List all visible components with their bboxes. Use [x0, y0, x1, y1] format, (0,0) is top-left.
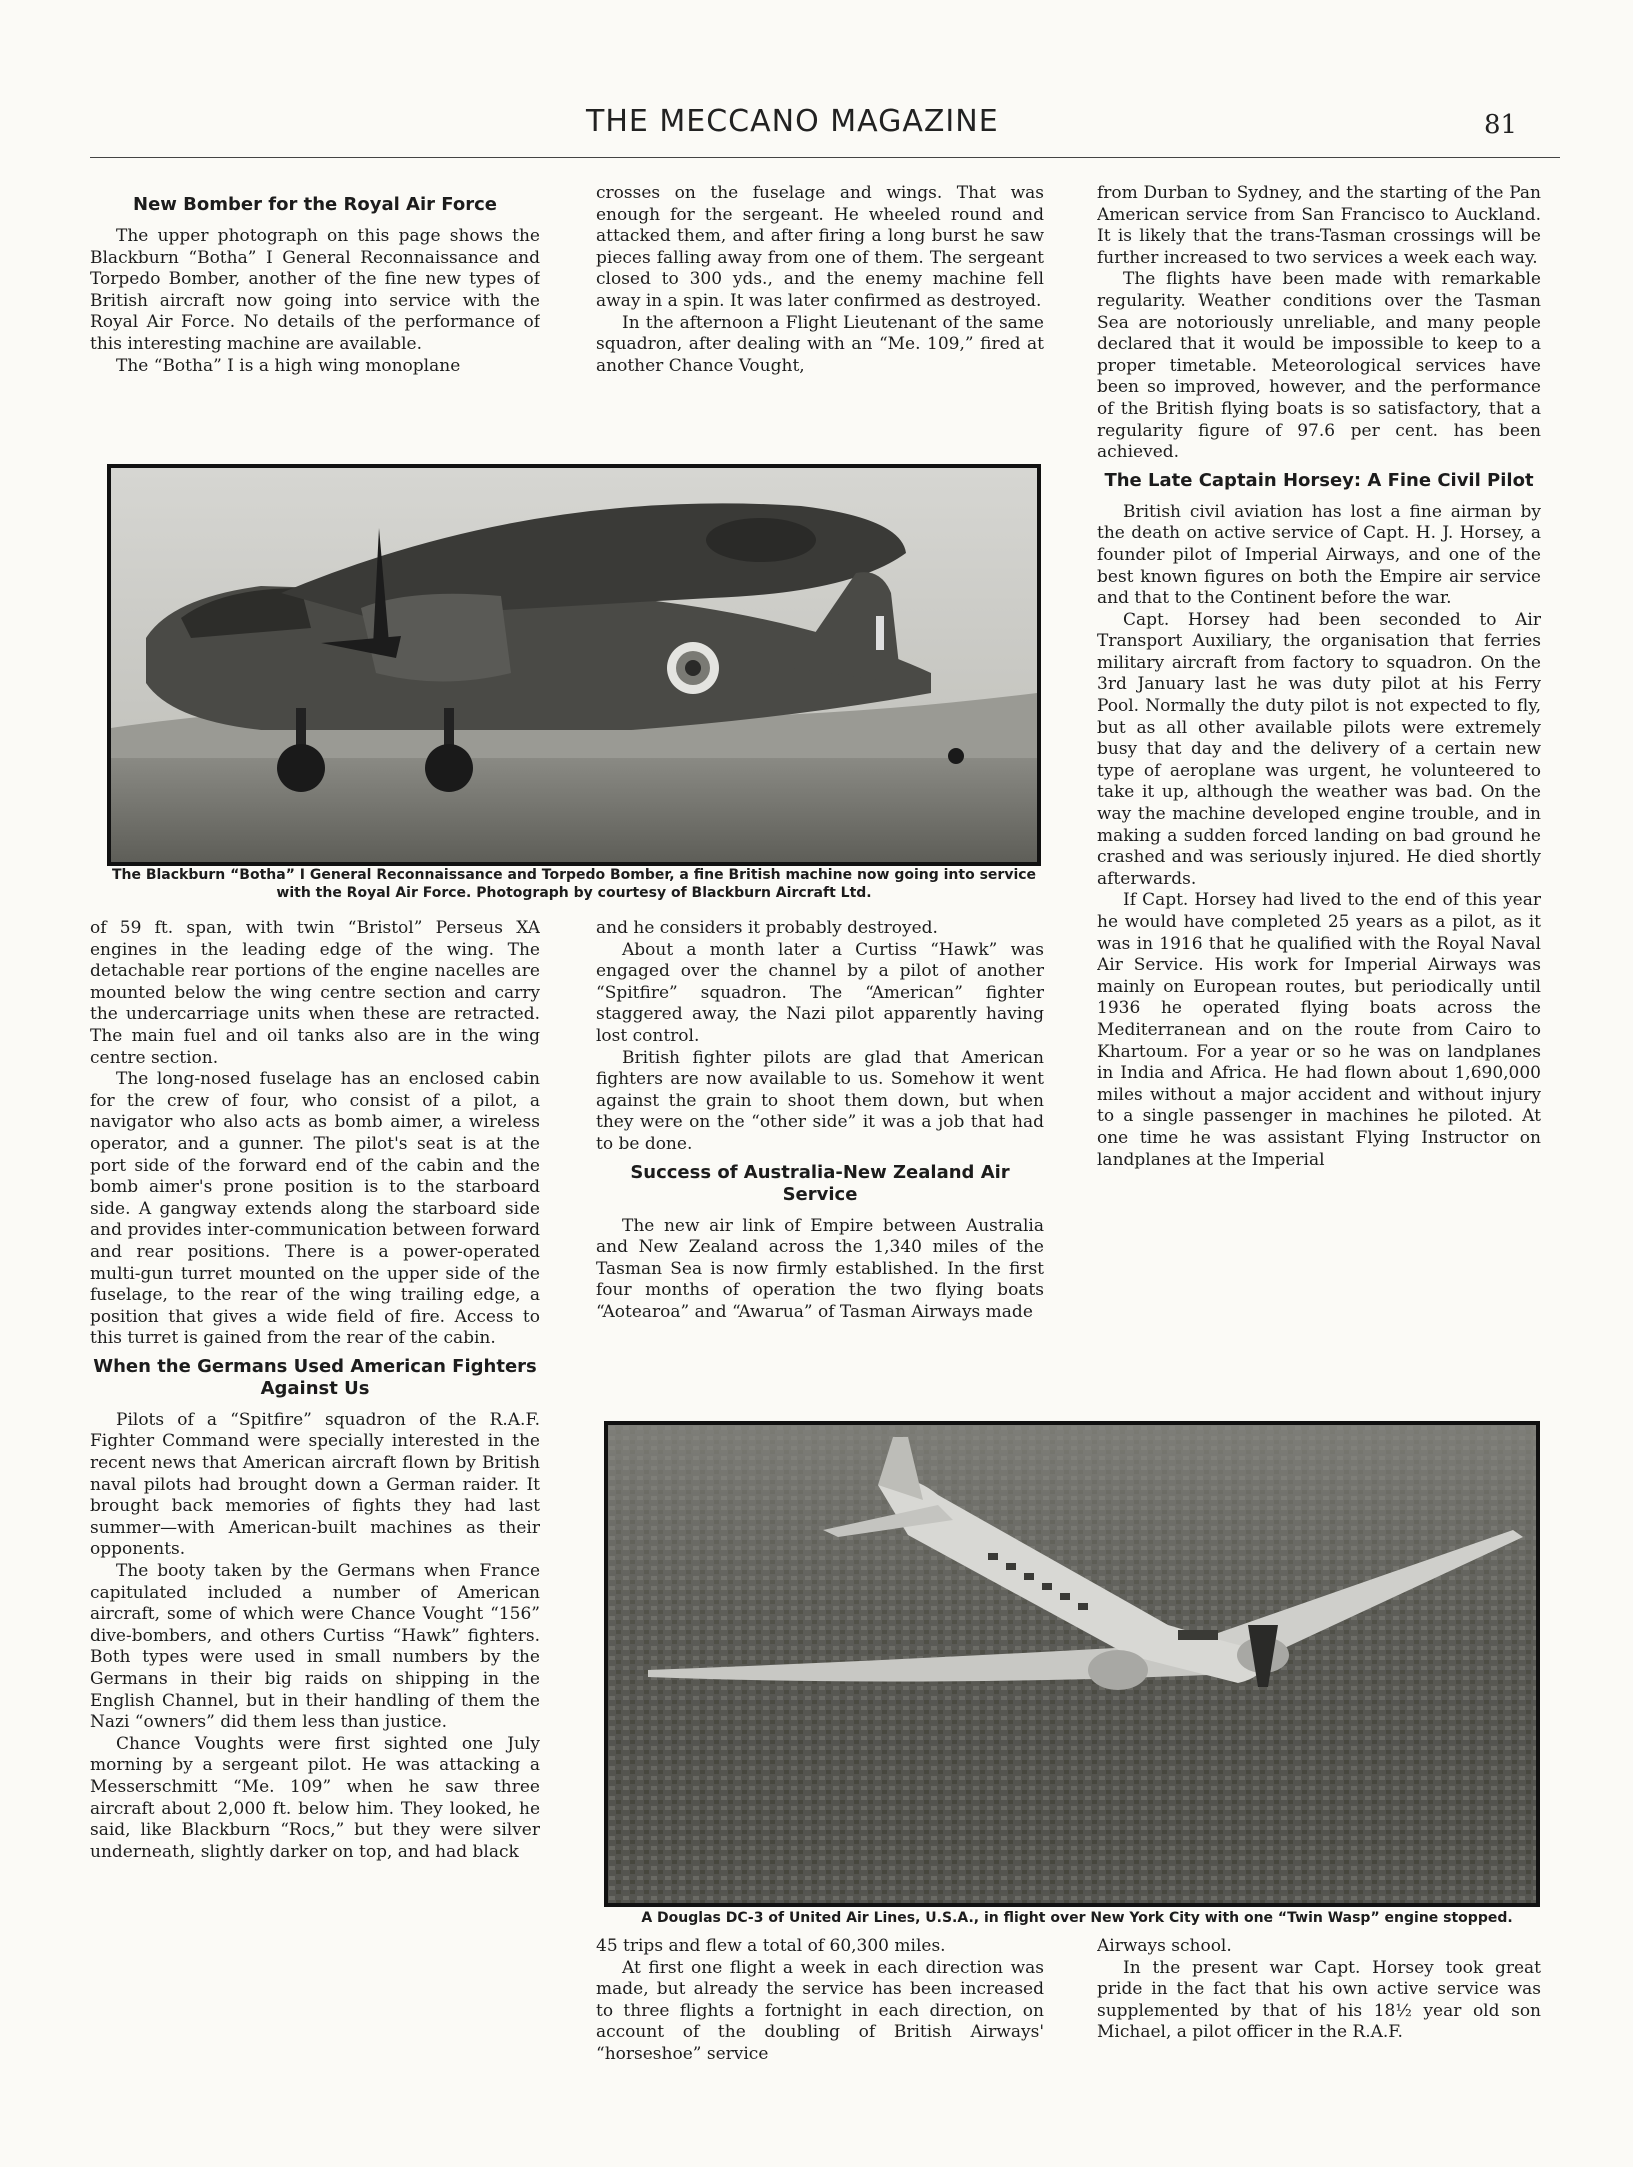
paragraph: of 59 ft. span, with twin “Bristol” Perseus XA engines in the leading edge of the wing. The detachable rear portions of the engine nacelles are mounted below the wing centre section and carry the undercarriage units when these are retracted. The main fuel and oil tanks also are in the wing centre section.	[90, 918, 540, 1068]
paragraph: The “Botha” I is a high wing monoplane	[116, 355, 461, 376]
paragraph: The upper photograph on this page shows the Blackburn “Botha” I General Reconnaissance and Torpedo Bomber, another of the fine new types of British aircraft now going into service with the Royal Air Force. No details of the performance of this interesting machine are available.	[90, 226, 540, 354]
caption-botha: The Blackburn “Botha” I General Reconnaissance and Torpedo Bomber, a fine British machine now going into service with the Royal Air Force. Photograph by courtesy of Blackburn Aircraft Ltd.	[111, 867, 1037, 901]
column-1-top	[90, 180, 540, 460]
column-2-bottom	[596, 1936, 1044, 2086]
paragraph: British fighter pilots are glad that American fighters are now available to us. Somehow it went against the grain to shoot them down, but when they were on the “other side” it was a job that had to be done.	[596, 1047, 1044, 1154]
heading-captain-horsey: The Late Captain Horsey: A Fine Civil Pilot	[1104, 469, 1534, 491]
photo-douglas-dc3	[604, 1421, 1540, 1907]
column-3-bottom	[1097, 1936, 1541, 2086]
column-3	[1097, 183, 1541, 1388]
column-2-middle	[596, 918, 1044, 1388]
paragraph: The new air link of Empire between Australia and New Zealand across the 1,340 miles of the Tasman Sea is now firmly established. In the first four months of operation the two flying boats “Aotearoa” and “Awarua” of Tasman Airways made	[596, 1215, 1044, 1322]
paragraph: British civil aviation has lost a fine airman by the death on active service of Capt. H. J. Horsey, a founder pilot of Imperial Airways, and one of the best known figures on both the Empire air service and that to the Continent before the war.	[1097, 501, 1541, 609]
column-2-top	[596, 183, 1044, 433]
paragraph: 45 trips and flew a total of 60,300 miles.	[596, 1936, 946, 1956]
paragraph: The booty taken by the Germans when France capitulated included a number of American aircraft, some of which were Chance Vought “156” dive-bombers, and others Curtiss “Hawk” fighters. Both types were used in small numbers by the Germans in their big raids on shipping in the English Channel, but in their handling of them the Nazi “owners” did them less than justice.	[90, 1561, 540, 1733]
heading-australia-nz-service: Success of Australia-New Zealand Air Service	[630, 1161, 1010, 1205]
heading-german-american-fighters: When the Germans Used American Fighters Against Us	[93, 1355, 537, 1399]
paragraph: The long-nosed fuselage has an enclosed cabin for the crew of four, who consist of a pilot, a navigator who also acts as bomb aimer, a wireless operator, and a gunner. The pilot's seat is at the port side of the forward end of the cabin and the bomb aimer's prone position is to the starboard side. A gangway extends along the starboard side and provides inter-communication between forward and rear positions. There is a power-operated multi-gun turret mounted on the upper side of the fuselage, to the rear of the wing trailing edge, a position that gives a wide field of fire. Access to this turret is gained from the rear of the cabin.	[90, 1069, 540, 1349]
paragraph: and he considers it probably destroyed.	[596, 918, 938, 938]
page-number: 81	[1484, 110, 1518, 140]
paragraph: The flights have been made with remarkable regularity. Weather conditions over the Tasman Sea are notoriously unreliable, and many people declared that it would be impossible to keep to a proper timetable. Meteorological services have been so improved, however, and the performance of the British flying boats is so satisfactory, that a regularity figure of 97.6 per cent. has been achieved.	[1097, 269, 1541, 463]
paragraph: If Capt. Horsey had lived to the end of this year he would have completed 25 years as a pilot, as it was in 1916 that he qualified with the Royal Naval Air Service. His work for Imperial Airways was mainly on European routes, but periodically until 1936 he operated flying boats across the Mediterranean and on the route from Cairo to Khartoum. For a year or so he was on landplanes in India and Africa. He had flown about 1,690,000 miles without a major accident and without injury to a single passenger in machines he piloted. At one time he was assistant Flying Instructor on landplanes at the Imperial	[1097, 890, 1541, 1170]
paragraph: crosses on the fuselage and wings. That was enough for the sergeant. He wheeled round and attacked them, and after firing a long burst he saw pieces falling away from one of them. The sergeant closed to 300 yds., and the enemy machine fell away in a spin. It was later confirmed as destroyed.	[596, 183, 1044, 311]
paragraph: In the afternoon a Flight Lieutenant of the same squadron, after dealing with an “Me. 109,” fired at another Chance Vought,	[596, 312, 1044, 376]
photo-blackburn-botha	[107, 464, 1041, 866]
paragraph: Pilots of a “Spitfire” squadron of the R.A.F. Fighter Command were specially interested in the recent news that American aircraft flown by British naval pilots had brought down a German raider. It brought back memories of fights they had last summer—with American-built machines as their opponents.	[90, 1409, 540, 1560]
paragraph: Capt. Horsey had been seconded to Air Transport Auxiliary, the organisation that ferries military aircraft from factory to squadron. On the 3rd January last he was duty pilot at his Ferry Pool. Normally the duty pilot is not expected to fly, but as all other available pilots were extremely busy that day and the delivery of a certain new type of aeroplane was urgent, he volunteered to take it up, although the weather was bad. On the way the machine developed engine trouble, and in making a sudden forced landing on bad ground he crashed and was seriously injured. He died shortly afterwards.	[1097, 609, 1541, 889]
caption-dc3: A Douglas DC-3 of United Air Lines, U.S.A., in flight over New York City with one “Twin Wasp” engine stopped.	[641, 1910, 1513, 1926]
paragraph: About a month later a Curtiss “Hawk” was engaged over the channel by a pilot of another “Spitfire” squadron. The “American” fighter staggered away, the Nazi pilot apparently having lost control.	[596, 939, 1044, 1046]
paragraph: from Durban to Sydney, and the starting of the Pan American service from San Francisco to Auckland. It is likely that the trans-Tasman crossings will be further increased to two services a week each way.	[1097, 183, 1541, 268]
header-rule	[90, 157, 1560, 158]
column-1-bottom	[90, 918, 540, 2078]
paragraph: At first one flight a week in each direction was made, but already the service has been increased to three flights a fortnight in each direction, on account of the doubling of British Airways' “horseshoe” service	[596, 1957, 1044, 2064]
paragraph: Chance Voughts were first sighted one July morning by a sergeant pilot. He was attacking a Messerschmitt “Me. 109” when he saw three aircraft about 2,000 ft. below him. They looked, he said, like Blackburn “Rocs,” but they were silver underneath, slightly darker on top, and had black	[90, 1733, 540, 1862]
paragraph: Airways school.	[1097, 1936, 1232, 1956]
magazine-title: THE MECCANO MAGAZINE	[586, 104, 999, 139]
paragraph: In the present war Capt. Horsey took great pride in the fact that his own active service was supplemented by that of his 18½ year old son Michael, a pilot officer in the R.A.F.	[1097, 1957, 1541, 2043]
heading-new-bomber: New Bomber for the Royal Air Force	[133, 194, 497, 215]
